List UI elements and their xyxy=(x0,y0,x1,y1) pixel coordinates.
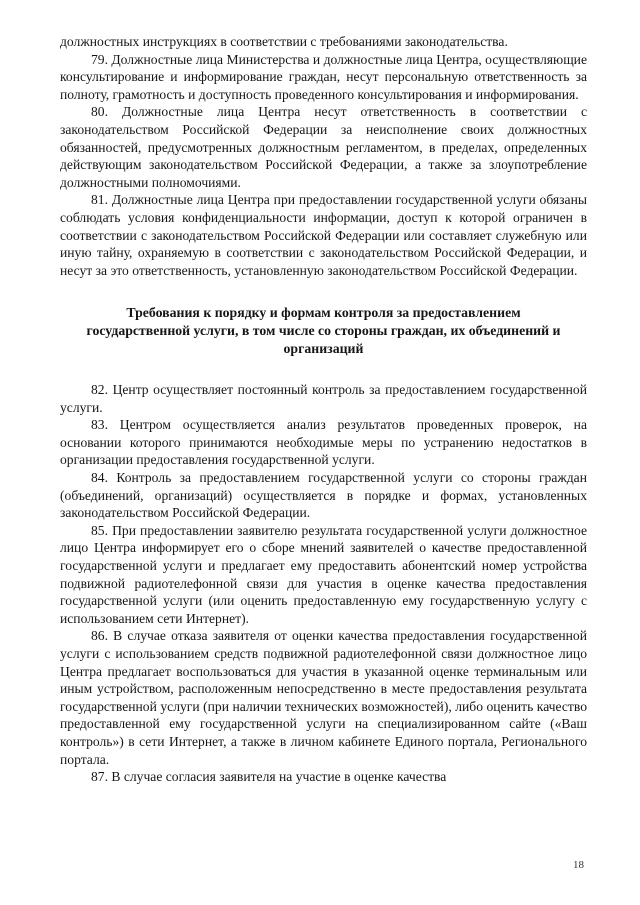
paragraph-83: 83. Центром осуществляется анализ результатов проведенных проверок, на основании которого принимаются необходимые меры по устранению недостатков в организации предоставления государственной услуги. xyxy=(60,417,587,468)
paragraph-79: 79. Должностные лица Министерства и должностные лица Центра, осуществляющие консультирование и информирование граждан, несут персональную ответственность за полноту, грамотность и доступность проведенного консультирования и информирования. xyxy=(60,51,587,102)
section-heading: Требования к порядку и формам контроля за предоставлением государственной услуги, в том числе со стороны граждан, их объединений и организаций xyxy=(86,305,561,356)
paragraph-84: 84. Контроль за предоставлением государственной услуги со стороны граждан (объединений, организаций) осуществляется в порядке и формах, установленных законодательством Российской Федерации. xyxy=(60,470,587,521)
paragraph-continuation: должностных инструкциях в соответствии с требованиями законодательства. xyxy=(60,34,508,49)
paragraph-85: 85. При предоставлении заявителю результата государственной услуги должностное лицо Центра информирует его о сборе мнений заявителей о качестве предоставленной государственной услуги и предлагает ему предоставить абонентский номер устройства подвижной радиотелефонной связи для участия в оценке качества предоставления государственной услуги (или оценить предоставленную ему государственную услугу с использованием сети Интернет). xyxy=(60,522,587,626)
page-number: 18 xyxy=(573,859,584,871)
paragraph-86: 86. В случае отказа заявителя от оценки качества предоставления государственной услуги с использованием средств подвижной радиотелефонной связи должностное лицо Центра предлагает воспользоваться для участия в указанной оценке терминальным или иным устройством, расположенным непосредственно в месте предоставления результата государственной услуги (при наличии технических возможностей), либо оценить качество предоставленной ему государственной услуги на специализированном сайте («Ваш контроль») в сети Интернет, а также в личном кабинете Единого портала, Регионального портала. xyxy=(60,628,587,767)
paragraph-82: 82. Центр осуществляет постоянный контроль за предоставлением государственной услуги. xyxy=(60,382,587,415)
paragraph-87: 87. В случае согласия заявителя на участие в оценке качества xyxy=(91,769,447,785)
document-body xyxy=(60,33,587,786)
paragraph-80: 80. Должностные лица Центра несут ответственность в соответствии с законодательством Российской Федерации за неисполнение своих должностных обязанностей, предусмотренных должностным регламентом, в пределах, определенных действующим законодательством Российской Федерации, а также за злоупотребление должностными полномочиями. xyxy=(60,104,587,190)
paragraph-81: 81. Должностные лица Центра при предоставлении государственной услуги обязаны соблюдать условия конфиденциальности информации, доступ к которой ограничен в соответствии с законодательством Российской Федерации или составляет служебную или иную тайну, охраняемую в соответствии с законодательством Российской Федерации, и несут за это ответственность, установленную законодательством Российской Федерации. xyxy=(60,192,587,278)
